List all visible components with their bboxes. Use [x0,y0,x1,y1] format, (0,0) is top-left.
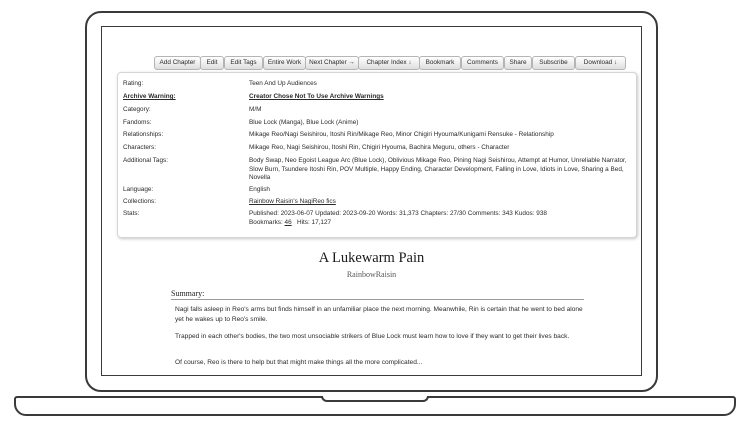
summary-heading: Summary: [171,289,584,300]
add-chapter-button[interactable]: Add Chapter [154,56,201,70]
work-title: A Lukewarm Pain [318,250,425,266]
subscribe-button[interactable]: Subscribe [532,56,575,70]
characters-value[interactable]: Mikage Reo, Nagi Seishirou, Itoshi Rin, Chigiri Hyouma, Bachira Meguru, others - Character [249,144,510,151]
archive-warning-label[interactable]: Archive Warning: [123,93,176,100]
laptop-screen [101,26,642,376]
fandoms-label: Fandoms: [123,119,152,126]
relationships-value[interactable]: Mikage Reo/Nagi Seishirou, Itoshi Rin/Mikage Reo, Minor Chigiri Hyouma/Kunigami Rensuke - Relationship [249,131,554,138]
edit-tags-button[interactable]: Edit Tags [224,56,263,70]
work-meta-box [117,72,637,238]
work-navigation-toolbar [102,56,641,70]
additional-tags-label: Additional Tags: [123,157,169,164]
edit-button[interactable]: Edit [200,56,224,70]
characters-label: Characters: [123,144,157,151]
stats-value [249,210,633,227]
bookmarks-label: Bookmarks: [249,218,283,226]
rating-label: Rating: [123,80,144,87]
archive-warning-value[interactable]: Creator Chose Not To Use Archive Warnings [249,93,384,100]
language-value: English [249,186,270,193]
fandoms-value[interactable]: Blue Lock (Manga), Blue Lock (Anime) [249,119,359,126]
bookmarks-count-link[interactable]: 46 [284,218,292,226]
hits-value: Hits: 17,127 [296,218,332,226]
laptop-lid [85,11,658,392]
next-chapter-button[interactable]: Next Chapter → [305,56,359,70]
stats-line: Published: 2023-06-07 Updated: 2023-09-20 Words: 31,373 Chapters: 27/30 Comments: 343 Kudos: 938 [249,210,547,217]
chapter-index-button[interactable]: Chapter Index ↓ [358,56,420,70]
rating-value[interactable]: Teen And Up Audiences [249,80,317,87]
summary-paragraph: Of course, Reo is there to help but that might make things all the more complicated... [175,359,423,366]
work-author[interactable]: RainbowRaisin [346,270,397,279]
summary-paragraph: Trapped in each other's bodies, the two most unsociable strikers of Blue Lock must learn how to love if they want to get their lives back. [175,333,570,340]
collections-value[interactable]: Rainbow Raisin's NagiReo fics [249,198,336,205]
entire-work-button[interactable]: Entire Work [263,56,306,70]
additional-tags-value[interactable]: Body Swap, Neo Egoist League Arc (Blue Lock), Oblivious Mikage Reo, Pining Nagi Seishirou, Attempt at Humor, Unreliable Narrator, Slow Burn, Tsundere Itoshi Rin, POV Multiple, Happy Ending, Character Development, Falling in Love, Idiots in Love, Sharing a Bed, Novella [249,157,627,181]
language-label: Language: [123,186,154,193]
summary-paragraph: Nagi falls asleep in Reo's arms but finds himself in an unfamiliar place the next morning. Meanwhile, Rin is certain that he went to bed alone yet he wakes up to Reo's smile. [175,306,583,323]
laptop-hinge-notch [321,396,429,402]
stats-label: Stats: [123,210,140,217]
category-label: Category: [123,106,151,113]
comments-button[interactable]: Comments [461,56,504,70]
download-button[interactable]: Download ↓ [575,56,626,70]
collections-label: Collections: [123,198,157,205]
bookmark-button[interactable]: Bookmark [419,56,461,70]
relationships-label: Relationships: [123,131,164,138]
category-value[interactable]: M/M [249,106,262,113]
share-button[interactable]: Share [504,56,532,70]
